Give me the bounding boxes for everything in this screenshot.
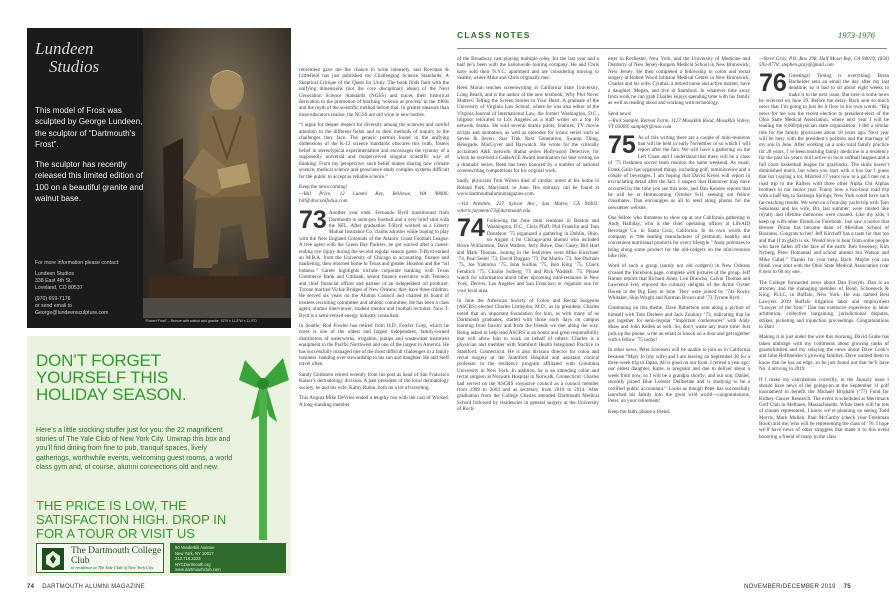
club-address: 50 Vanderbilt Avenue New York, NY 10017 212.716.2223 NYCDartmouth.org www.dartmouthclub.com <box>170 543 286 573</box>
lundeen-copy <box>35 105 145 213</box>
club-crest-icon <box>41 547 65 571</box>
page-number-left: 74 <box>27 584 35 590</box>
club-logo <box>36 543 164 573</box>
class-secretary-signature: —Val Armento, 227 Sylvan Ave., San Mateo, CA 94403; valeric.jarmento73@dartmouth.edu <box>457 201 599 214</box>
lundeen-logo: Lundeen Studios <box>35 39 100 76</box>
holiday-bow-icon <box>235 350 291 540</box>
note-paragraph: As of this writing there are a couple of mini-reunions that will be held in early November or so which I will report after the fact. We will have a gathering on the Left Coast and I understand that there will be a class of ’75 freshmen soccer team reunion the same weekend. As usual, Frank Gallo has organized things, including golf, reminiscence and a couple of beverages. I am hoping that David Keyes will report in excruciating detail after the fact. I suspect that Hannover may have occurred by the time you see this note, and Dan Kendos reports that he will be at Homecoming October 9-11 seeking out fellow classmates. Dan encourages us all to send along photos for the newsletter website. <box>608 134 750 211</box>
class-year-numeral: 75 <box>608 130 636 159</box>
note-paragraph: Greetings! Timing is everything: Brian Bachelder sent an email the day after my last deadline, so it had to sit about eight weeks to make it to the next issue. But here is some news he received on June 29. Before the delay. Bach sent so much news that I’m going to just let it flow in his own words. “Big news for me was the recent election to president-elect of the Ohio State Medical Association, where next year I will be leading the 8,000-physician state organization. I did a similar role for the family physicians about 10 years ago. Next year will be busy with the president’s position and the marriage of my son in June. After working on a solo rural family practice for 28 years, I’ve been teaching family medicine in a residency for the past six years. Still active in local softball leagues and a full court basketball league for graybacks. The skills haven’t diminished much, but when you start with a low bar I guess that isn’t saying a lot. Married 17 years now to a gal I met on a road trip to the Rafters with three other Alpha Chi Alphas brothers in our senior year. Funny how a two-hour road trip with a half keg to Saratoga Springs, New York could have such far-reaching results. We went on a four-day yacht trip with Tom Sokoloski and his wife, Bit, last summer; were treated like royalty and lifetime memories were created. Like my kids, I keep up with other friends on Facebook. Just saw a notice that Brewer Doran has become dean of Meridian School of Business. Congrats to her! Jeff Kirchoff has a taste for that too and that (I’m glad) is ok. Would love to hear from some people who have fallen off the face of the earth: Bob Sweeney, Kim Nyberg, Peter Domanski and school alumni Stu Watson and Mike Gabel.” Thanks for your help, Bach. Maybe you can finish your stint with the Ohio State Medical Association your 8 next to 60 my one. <box>759 72 889 276</box>
page-number-right: 75 <box>843 584 851 590</box>
class-secretary-signature: —Bill Price, 12 Lummi Key, Bellevue, WA 98006; bill@draconifolius.com <box>299 191 449 204</box>
note-paragraph: Word of such a group (surely not old codgers) in New Orleans crossed the Facebook page, complete with pictures of the group. Jeff Hunter reports that Richard Jones, Lon Drancho, Calvin Thomas and Lawrence Ivey enjoyed the culinary delights of the Acme Oyster House in the Big Easy in June. They were joined by ’74s Rocky Whitaker, Skip Wright and Norman Brown and ’73 Tyrone Byrd. <box>608 263 750 302</box>
club-website-link[interactable]: NYCDartmouth.org <box>175 561 211 567</box>
club-ad-body: Here’s a little stocking stuffer just for you: the 22 magnificent stories of The Yale Club of New York City. Unwrap this box and you’ll find dining from fine to pub, tranquil spaces, lively gatherings, worthwhile events, welcoming guest rooms, a world class gym and, of course, alumni connections old and new. <box>36 427 233 471</box>
class-notes-column-d <box>759 56 889 444</box>
note-paragraph: Reed Moran teaches screenwriting at California State University, Long Beach, and is the author of the new textbook, Why Plot Never Matters: Telling the Screen Stories in Your Heart. A graduate of the University of Virginia Law School, where he was also editor of the Virginia Journal of International Law, the former Washington, D.C., litigator relocated to Los Angeles as a staff writer on a top 10 network drama. He sold several drama pilots, features, TV movie scripts and animation, as well as episodes for iconic series such as Seven & Seven, Star Trek Next Generation, Swamp Thing, Renegade, MacGyver and Baywatch. He wrote for the critically acclaimed A&E network drama series Hollywood Detective, for which he received a CableACE Award nomination for best writing on a dramatic series. Reed has been honored by a number of national screenwriting competitions for his original work. <box>457 85 599 174</box>
note-paragraph: retirement gave me the chance to write intensely, and Rowman & Littlefield has just published my Challenging Science Standards: A Skeptical Critique of the Quest for Unity. The book finds fault with the unifying dimensions (not the core disciplinary ideas) of the Next Generation Science Standards (NGSS) and traces their historical derivation to the promotion of teaching ‘science as process’ in the 1960s and the myth of the scientific method before that. In greater measure than most educators realize, the NGSS are old wine in new bottles. <box>299 67 449 118</box>
note-paragraph: Send news! <box>608 110 632 117</box>
lundeen-email-link[interactable]: George@lundeensculpture.com <box>35 310 109 316</box>
note-paragraph: In other news, Peter Sorensen will be unable to join us in California because “Mary Jo (my wife) and I are leaving on September 30 for a three-week trip to Japan. All is good on our front. I retired a year ago; our oldest daughter, Katie, is pregnant and due to deliver about a week from now, so I will be a grandpa shortly; and our son, Daniel, recently joined Blue Lobster Deliberate and is studying to be a certified public accountant.” Looks as though Peter has successfully launched his family into the great wild world—congratulations, Peter, on your retirement! <box>608 347 750 405</box>
note-paragraph: In June the American Society of Colon and Rectal Surgeons (ASCRS) elected Charles Littlejohn, M.D., as its president. Charles noted that an important foundation for him, as with many of us Dartmouth graduates, started with those early days on campus learning from faculty and from the friends we met along the way. Being asked to help lead ASCRS is an honor and great responsibility that will allow him to work on behalf of others. Charles is a physician and member with Stamford Health Integrated Practice in Stamford, Connecticut. He is also division director for colon and rectal surgery at the Stamford Hospital and assistant clinical professor in the residency program affiliated with Columbia University in New York. In addition, he is an attending colon and rectal surgeon at Norwalk Hospital in Norwalk, Connecticut. Charles had served on the ASCRS executive council as a council member from 1999 to 2003 and as secretary from 2010 to 2014. After graduation from the College Charles attended Dartmouth Medical School followed by residencies in general surgery at the University of Roch- <box>457 298 599 412</box>
folio-left <box>27 584 145 590</box>
class-year-range-right: 1973-1976 <box>838 30 875 40</box>
lundeen-studios-ad[interactable] <box>27 28 291 328</box>
note-paragraph: If I make my calculations correctly, in the January issue I should have news of the goings-on at the September 11 golf tournament to benefit the Michael Brigham (‘77) Fund for Kidney Cancer Research. The event is scheduled at Merrimack Golf Club in Methuen, Massachusetts. While there will be lots of classes represented, I know we’re planning on seeing Todd Morris, Mark Mullen, Paul McCarthy (check your Freshman Book) and me, who will be representing the class of ’76. I hope we’ll have news of other struggles that made it to this event honoring a friend of many in the class <box>759 376 889 440</box>
club-ad-tagline: THE PRICE IS LOW, THE SATISFACTION HIGH. DROP IN FOR A TOUR OR VISIT US <box>36 498 227 541</box>
statue-image <box>143 28 291 318</box>
note-paragraph: of the Broadway cast playing multiple roles, for the last year and a half he’s been with the nationwide touring company. He and Chris have sold their N.Y.C. apartment and are considering moving to Seattle, where Mike and Chris originally met. <box>457 56 599 82</box>
class-year-numeral: 74 <box>457 213 485 242</box>
note-paragraph: Continuing on this theme, Dave Robertson sent along a picture of himself with Tom Derleen and Jack Zoubary ’73, indicating that he got together for semi-regular “important conferences” with Andy Shaw and John Kellen as well. So, don’t waste any more time: Just pick up the phone, write an email or knock on a door and get together with a fellow ’75 today! <box>608 305 750 344</box>
note-paragraph: Making it in just under the wire this morning, David Grabe has taken umbrage with my comments about growing ranks of grandchildren and my relaying the news about Dave Cook’s and John Hoffmeister’s growing families. Dave wanted them to know that he has an edge, so he just found out that he’ll have No. 4 arriving in 2019. <box>759 334 889 373</box>
note-paragraph: Another year ends. Fernando Byrd transitioned from Dartmouth to semi-pro football and a very brief stint with the NFL. After graduation T-Byrd worked as a Liberty Mutual Insurance Co. claims adjuster while hoping to play with the New England Colonials of the Atlantic Coast Football League. A free agent with the Green Bay Packers, he got waived after a career-ending eye injury during the second regular season game. T-Byrd earned an M.B.A. from the University of Chicago in accounting, finance and marketing, then returned home to Texas and greater Houston and the “oil bidness.” Career highlights include corporate banking with Texas Commerce Bank and Citibank, senior finance executive with Tenneco and chief financial officer and partner of an independent oil producer. Tyrone married Vickie Bridges of New Orleans; they have three children. He served six years on the Alumni Council and chaired its board of trustees recruiting committee and athletic committee. He has been a class agent, alumni interviewer, student mentor and football recruiter. Now T-Byrd is a semi-retired energy industry consultant. <box>299 210 449 319</box>
class-notes-column-c <box>608 56 750 419</box>
club-subtitle: in residence at The Yale Club of New York City <box>71 565 154 570</box>
class-secretary-signature: —Steve Gray, P.O. Box 298, Half Moon Bay, CA 94019; (650) 593-8778; stephen.gray@gmail.com <box>759 56 889 69</box>
class-year-numeral: 76 <box>759 68 787 97</box>
class-secretary-signature: —Rick Sample, Retreat Farm, 1127 Mosaklin Road, Mosaklin Valley, VT 05009; samplefr@msn.com <box>608 118 750 131</box>
note-paragraph: The College forwarded news about Dan Forsyth. Dan is an attorney and the managing member of Bond, Schoeneck & King, PLLC, in Buffalo, New York. He was named Best Lawyers 2019 Buffalo litigation labor and employment “Lawyer of the Year.” Dan has extensive experience in labor arbitration, collective bargaining, jurisdictional disputes, strikes, picketing and injunction proceedings. Congratulations to Dan! <box>759 279 889 331</box>
note-paragraph: One fellow who threatens to show up at our California gathering is Andy Halliday, who is the chief operating officer at LifeAID Beverage Co. in Santa Cruz, California. In its own words the company is “the leading manufacturer of premium, healthy and convenient nutritional products for every lifestyle.” Andy promises to bring along some product for the old-codgers on the mini-reunion bike ride. <box>608 214 750 259</box>
lundeen-para-2: The sculptor has recently released this limited edition of 100 on a beautiful granite and walnut base. <box>35 160 144 204</box>
note-paragraph: This August Mike DeVries ended a lengthy run with the cast of Wicked. A long-standing member <box>299 395 449 408</box>
note-paragraph: In Seattle, Rod Fowler has retired from H.D. Fowler Corp, which he notes is one of the oldest and largest independent, family-owned distributors of waterworks, irrigation, pumps and wastewater treatment equipment in the Pacific Northwest and one of the largest in America. He has successfully managed one of the most difficult challenges in a family business: handing over stewardship to his son and daughter. He and Steff travel often. <box>299 323 449 368</box>
header-divider <box>457 48 887 49</box>
note-paragraph: Following the June mini reunions in Boston and Washington, D.C., Chris Pfaff, Phil Franklin and Tom Donelson ’75 organized a gathering in Dublin, Ohio, on August 4 for Chicago-area alumni who included Bruce Williamson, Dave Walters, Jerry Rowe, Don Casey, Bill Hart and Mark Thomas. Joining in the festivities were Mike Kirschner ’74, Paul Seitel ’73, David Duggan ’73, Pat Martin ’73, Joe Durham ’75, Joe Yantorno ’75, John Kollias ’75, Bob King ’75, Chuck Fendrich ’75, Charlie Solberg ’75 and Rick Waddell ’75. Please watch for information about other upcoming mini-reunions in New York, Denver, Los Angeles and San Francisco or organize one for your local area. <box>457 217 599 294</box>
note-paragraph: Keep the faith, phone a friend. <box>608 408 671 415</box>
note-paragraph: ester in Rochester, New York, and the University of Medicine and Dentistry of New Jersey-Rutgers Medical School in New Brunswick, New Jersey. He then completed a fellowship in colon and rectal surgery at Robert Wood Johnson Medical Center in New Brunswick. Charles and his wife, Cynthia, a retired nurse and active mother, have a daughter, Megan, and live in Stamford. In whatever time away from work he can grab Charles enjoys spending time with his family as well as reading about and working with technology. <box>608 56 750 107</box>
note-paragraph: Keep the news coming! <box>299 183 348 190</box>
frost-statue-photo <box>143 28 291 318</box>
club-name: The Dartmouth College Club <box>71 546 162 566</box>
folio-right <box>744 584 851 590</box>
dartmouth-club-ad[interactable] <box>27 336 291 576</box>
class-year-numeral: 73 <box>299 206 327 235</box>
class-notes-column-left <box>299 67 449 408</box>
lundeen-para-1: This model of Frost was sculpted by George Lundeen, the sculptor of “Dartmouth’s Frost”. <box>35 106 143 149</box>
club-website-link-2[interactable]: www.dartmouthclub.com <box>175 567 221 572</box>
magazine-title: DARTMOUTH ALUMNI MAGAZINE <box>42 584 145 590</box>
note-paragraph: “I argue for deeper respect for diversity among the sciences and careful attention to the different fields and to their methods of inquiry to the challenges they face. The generic portrait found in the unifying dimensions of the K-12 science standards obscures this truth, fosters belief in stereotypical experimentation and encourages the tyranny of a supposedly universal and misperceived singular scientific way of thinking. From my perspective, such belief makes sharing how climate science, medical science and geoscience study complex systems difficult for the public to accept as reliable science.” <box>299 122 449 180</box>
club-ad-headline: DON’T FORGET YOURSELF THIS HOLIDAY SEASON. <box>36 351 187 404</box>
lundeen-contact: For more information please contact: Lundeen Studios 338 East 4th St. Loveland, CO 80537 (970) 669-7176 or send email to George@lundeensculpture.com <box>35 260 145 317</box>
statue-caption: “Robert Frost” – Bronze with walnut and granite, 16”H x 11.5”W x 11.5”D <box>145 319 257 323</box>
note-paragraph: Sadly, physician Tom Wilson died of cardiac arrest at his home in Roland Park, Maryland, in June. His obituary can be found at www.dartmouthalumnimagazine.com. <box>457 178 599 197</box>
class-notes-column-b <box>457 56 599 416</box>
section-title-right: CLASS NOTES <box>457 30 531 40</box>
issue-date: NOVEMBER/DECEMBER 2019 <box>744 584 836 590</box>
note-paragraph: Sandy Goldstein retired recently from his post as head of San Francisco Kaiser’s dermatology division. A past president of the local dermatology society, he and his wife, Kathy Rubin, both do a lot of traveling. <box>299 371 449 391</box>
